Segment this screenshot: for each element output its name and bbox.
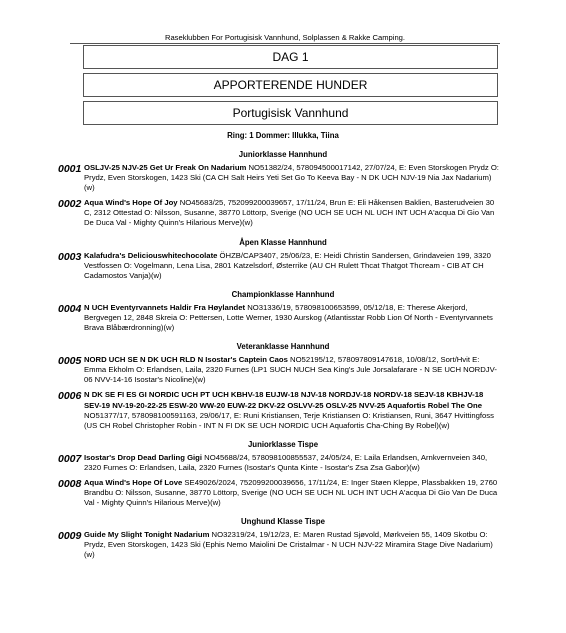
catalog-entry [0,453,566,473]
entry-details: NO31336/19, 578098100653599, 05/12/18, E: Therese Akerjord, Bergvegen 12, 2848 Skreia O: Pettersen, Lotte Werner, 1930 Aurskog (Atlantisstar Robb Lion Of North - Eventyrvannets Brava Blåbærdronning)(w) [84,302,493,333]
entry-number: 0003 [58,250,82,263]
catalog-entry [0,198,566,228]
entry-details: NO52195/12, 578097809147618, 10/08/12, Sort/Hvit E: Emma Ekholm O: Erlandsen, Laila, 2320 Furnes (LP1 SUCH NUCH Sea King's Jule Jorsalafarare - N SE UCH NORDJV-06 NVV-14-16 Isostar's Nicoline)(w) [84,355,497,385]
entry-text [84,251,499,281]
entry-details: NO45688/24, 578098100855537, 24/05/24, E: Laila Erlandsen, Arnkvernveien 340, 2320 Furnes O: Erlandsen, Laila, 2320 Furnes (Isostar's Qunta Kinte - Isostar's Zsa Zsa Gabor)(w) [84,452,488,472]
dog-name: Aqua Wind's Hope Of Joy [84,198,178,208]
entry-text [84,303,499,333]
entry-number: 0007 [58,452,82,465]
catalog-entry [0,390,566,430]
dog-name: Kalafudra's Deliciouswhitechocolate [84,250,218,260]
entry-number: 0009 [58,530,82,543]
day-box: DAG 1 [83,45,498,69]
class-heading: Championklasse Hannhund [231,289,335,299]
catalog-entry [0,478,566,508]
dog-name: N UCH Eventyrvannets Haldir Fra Høylandet [84,302,246,312]
dog-name: Isostar's Drop Dead Darling Gigi [84,452,203,462]
entry-details: NO51377/17, 578098100591163, 29/06/17, E: Runi Kristiansen, Terje Kristiansen O: Kristiansen, Runi, 3647 Hvittingfoss (US CH Robel Christopher Robin - INT N FI DK SE UCH NORDIC UCH Aquafortis Cha-Ching By Robel)(w) [84,410,494,430]
entry-text [84,453,499,473]
entry-details: SE49026/2024, 752099200039656, 17/11/24, E: Inger Støen Kleppe, Plassbakken 19, 2760 Brandbu O: Nilsson, Susanne, 38770 Löttorp, Sverige (NO UCH SE UCH NL UCH INT UCH A'acqua Di Gio Van De Duca Val - Mighty Quinn's Hilarious Merve)(w) [84,477,498,508]
entry-number: 0008 [58,477,82,490]
entry-number: 0004 [58,302,82,315]
entry-details: ÖHZB/CAP3407, 25/06/23, E: Heidi Christin Sandersen, Grindaveien 199, 3320 Vestfossen O: Vogelmann, Lena Lisa, 2801 Katzelsdorf, Østerrike (AU CH Rulett Thcat Thatgot Thcream - CIB AT CH Cadamostos Vanja)(w) [84,250,491,280]
class-heading: Unghund Klasse Tispe [241,517,325,527]
entry-text [84,530,499,560]
entry-text [84,163,499,193]
class-heading: Juniorklasse Hannhund [238,150,328,159]
entry-text [84,198,499,228]
entry-number: 0005 [58,355,82,368]
ring-judge-line: Ring: 1 Dommer: Illukka, Tiina [227,131,339,140]
class-heading: Veteranklasse Hannhund [236,342,330,352]
catalog-entry [0,355,566,385]
header-rule [70,43,500,44]
entry-details: NO32319/24, 19/12/23, E: Maren Rustad Sjøvold, Mørkveien 55, 1409 Skotbu O: Prydz, Even Storskogen, 1423 Ski (Ephis Nemo Maiolini De Cristalmar - N UCH NJV-22 Miramira Stage Dive Nadarium)(w) [84,530,493,560]
dog-name: N DK SE FI ES GI NORDIC UCH PT UCH KBHV-18 EUJW-18 NJV-18 NORDJV-18 NORDV-18 SEJV-18 KBHJV-18 SEV-19 NV-19-20-22-25 ESW-20 WW-20 EUW-22 DKV-22 OSLVV-25 OSLV-25 NVV-25 Aquafortis Robel The One [84,390,484,410]
class-heading: Åpen Klasse Hannhund [239,237,327,247]
catalog-entry [0,530,566,560]
page-header: Raseklubben For Portugisisk Vannhund, Solplassen & Rakke Camping. [164,33,406,42]
catalog-entry [0,163,566,193]
entry-details: NO51382/24, 578094500017142, 27/07/24, E: Even Storskogen Prydz O: Prydz, Even Storskogen, 1423 Ski (CA CH Salt Heirs Yeti Set Go To Keeva Bay - N DK UCH NJV-19 Nia Jax Nadarium)(w) [84,163,499,193]
entry-text [84,478,499,508]
dog-name: NORD UCH SE N DK UCH RLD N Isostar's Captein Caos [84,355,288,365]
class-heading: Juniorklasse Tispe [247,439,319,449]
dog-name: OSLJV-25 NJV-25 Get Ur Freak On Nadarium [84,163,247,172]
dog-name: Aqua Wind's Hope Of Love [84,477,183,487]
group-box: APPORTERENDE HUNDER [83,73,498,97]
catalog-entry [0,303,566,333]
entry-number: 0001 [58,163,82,175]
catalog-entry [0,251,566,281]
entry-text [84,355,499,385]
dog-name: Guide My Slight Tonight Nadarium [84,530,210,540]
entry-number: 0006 [58,390,82,403]
entry-text [84,390,499,430]
entry-details: NO45683/25, 752099200039657, 17/11/24, Brun E: Eli Håkensen Baklien, Basterudveien 30 C, 2312 Ottestad O: Nilsson, Susanne, 38770 Löttorp, Sverige (NO UCH SE UCH NL UCH INT UCH A'acqua Di Gio Van De Duca Val - Mighty Quinn's Hilarious Merve)(w) [84,198,495,228]
entry-number: 0002 [58,198,82,211]
breed-box: Portugisisk Vannhund [83,101,498,125]
catalog-section [0,122,566,566]
